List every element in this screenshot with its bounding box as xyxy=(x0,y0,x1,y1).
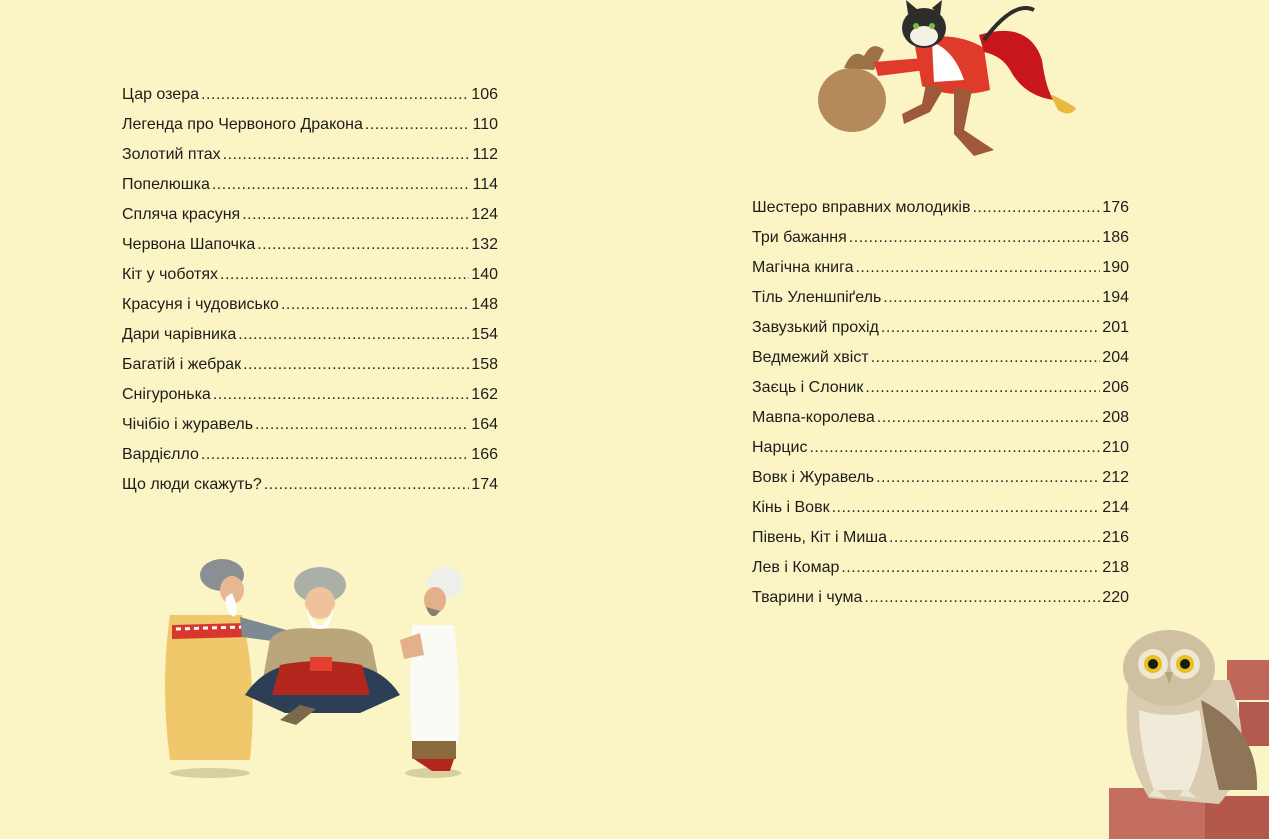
toc-entry xyxy=(752,345,1129,375)
dot-leader xyxy=(255,412,469,438)
toc-entry-page-number: 158 xyxy=(471,356,498,373)
toc-entry xyxy=(752,585,1129,615)
toc-entry xyxy=(122,232,498,262)
dot-leader xyxy=(841,555,1100,581)
toc-entry xyxy=(122,352,498,382)
toc-entry-title: Цар озера xyxy=(122,86,199,103)
dot-leader xyxy=(871,345,1101,371)
toc-entry-page-number: 204 xyxy=(1102,349,1129,366)
toc-entry-title: Магічна книга xyxy=(752,259,854,276)
dot-leader xyxy=(809,435,1100,461)
toc-entry-title: Шестеро вправних молодиків xyxy=(752,199,971,216)
toc-entry xyxy=(122,472,498,502)
toc-entry xyxy=(752,285,1129,315)
dot-leader xyxy=(242,202,469,228)
dot-leader xyxy=(877,405,1101,431)
toc-entry-page-number: 186 xyxy=(1102,229,1129,246)
toc-entry xyxy=(752,195,1129,225)
dot-leader xyxy=(264,472,470,498)
toc-entry-title: Легенда про Червоного Дракона xyxy=(122,116,363,133)
toc-entry-page-number: 210 xyxy=(1102,439,1129,456)
toc-entry-title: Кіт у чоботях xyxy=(122,266,219,283)
owl-illustration xyxy=(1109,620,1269,839)
toc-entry xyxy=(752,525,1129,555)
toc-entry-page-number: 124 xyxy=(471,206,498,223)
toc-entry-page-number: 132 xyxy=(471,236,498,253)
toc-entry-title: Лев і Комар xyxy=(752,559,840,576)
puss-in-boots-illustration xyxy=(814,0,1094,160)
toc-entry xyxy=(122,412,498,442)
dot-leader xyxy=(849,225,1101,251)
toc-entry-page-number: 174 xyxy=(471,476,498,493)
toc-entry-title: Що люди скажуть? xyxy=(122,476,262,493)
dot-leader xyxy=(889,525,1100,551)
dot-leader xyxy=(220,262,469,288)
toc-entry-title: Спляча красуня xyxy=(122,206,241,223)
dot-leader xyxy=(876,465,1100,491)
toc-entry-title: Ведмежий хвіст xyxy=(752,349,869,366)
dot-leader xyxy=(201,82,469,108)
toc-entry-page-number: 110 xyxy=(472,116,498,133)
toc-entry-title: Червона Шапочка xyxy=(122,236,256,253)
toc-entry xyxy=(122,322,498,352)
dot-leader xyxy=(257,232,469,258)
dot-leader xyxy=(881,315,1100,341)
toc-entry-title: Тіль Уленшпіґель xyxy=(752,289,882,306)
toc-entry-title: Заєць і Слоник xyxy=(752,379,864,396)
dot-leader xyxy=(212,172,471,198)
toc-entry-page-number: 148 xyxy=(471,296,498,313)
toc-entry xyxy=(122,382,498,412)
dot-leader xyxy=(972,195,1100,221)
toc-entry-title: Чічібіо і журавель xyxy=(122,416,254,433)
toc-entry-title: Три бажання xyxy=(752,229,847,246)
toc-entry-page-number: 112 xyxy=(472,146,498,163)
toc-entry-title: Вовк і Журавель xyxy=(752,469,875,486)
toc-entry-page-number: 106 xyxy=(471,86,498,103)
toc-entry xyxy=(122,142,498,172)
dot-leader xyxy=(864,585,1100,611)
dot-leader xyxy=(855,255,1100,281)
toc-entry-page-number: 201 xyxy=(1102,319,1129,336)
toc-entry-page-number: 194 xyxy=(1102,289,1129,306)
toc-entry xyxy=(122,292,498,322)
dot-leader xyxy=(883,285,1100,311)
toc-entry-page-number: 214 xyxy=(1102,499,1129,516)
toc-entry-page-number: 208 xyxy=(1102,409,1129,426)
toc-entry-page-number: 166 xyxy=(471,446,498,463)
toc-entry xyxy=(752,465,1129,495)
toc-list-left xyxy=(122,82,498,502)
right-page xyxy=(634,0,1269,839)
three-old-men-illustration xyxy=(150,545,470,780)
toc-entry xyxy=(122,172,498,202)
toc-entry-title: Нарцис xyxy=(752,439,808,456)
toc-entry xyxy=(752,555,1129,585)
toc-entry xyxy=(752,495,1129,525)
toc-entry-title: Красуня і чудовисько xyxy=(122,296,279,313)
dot-leader xyxy=(238,322,469,348)
toc-entry xyxy=(122,112,498,142)
dot-leader xyxy=(281,292,469,318)
toc-entry xyxy=(752,405,1129,435)
toc-entry xyxy=(122,82,498,112)
dot-leader xyxy=(223,142,471,168)
toc-entry-title: Вардієлло xyxy=(122,446,199,463)
dot-leader xyxy=(213,382,469,408)
toc-entry xyxy=(122,202,498,232)
toc-entry-title: Кінь і Вовк xyxy=(752,499,830,516)
toc-entry xyxy=(122,262,498,292)
toc-entry-page-number: 218 xyxy=(1102,559,1129,576)
toc-entry xyxy=(752,315,1129,345)
toc-entry-page-number: 114 xyxy=(472,176,498,193)
toc-entry-page-number: 220 xyxy=(1102,589,1129,606)
toc-entry xyxy=(752,435,1129,465)
toc-entry-title: Снігуронька xyxy=(122,386,211,403)
dot-leader xyxy=(832,495,1101,521)
toc-entry-page-number: 212 xyxy=(1102,469,1129,486)
toc-entry-page-number: 140 xyxy=(471,266,498,283)
left-page xyxy=(0,0,634,839)
toc-entry-page-number: 164 xyxy=(471,416,498,433)
toc-entry-page-number: 162 xyxy=(471,386,498,403)
dot-leader xyxy=(865,375,1100,401)
toc-entry-page-number: 190 xyxy=(1102,259,1129,276)
toc-entry-title: Дари чарівника xyxy=(122,326,237,343)
toc-entry-page-number: 216 xyxy=(1102,529,1129,546)
toc-entry-title: Півень, Кіт і Миша xyxy=(752,529,887,546)
toc-entry-page-number: 176 xyxy=(1102,199,1129,216)
toc-entry-title: Тварини і чума xyxy=(752,589,863,606)
toc-entry-title: Золотий птах xyxy=(122,146,221,163)
dot-leader xyxy=(201,442,469,468)
dot-leader xyxy=(365,112,471,138)
dot-leader xyxy=(243,352,469,378)
toc-entry-title: Завузький прохід xyxy=(752,319,879,336)
toc-entry-page-number: 154 xyxy=(471,326,498,343)
toc-entry xyxy=(752,255,1129,285)
toc-list-right xyxy=(752,195,1129,615)
toc-entry xyxy=(752,225,1129,255)
toc-entry xyxy=(752,375,1129,405)
toc-entry-title: Багатій і жебрак xyxy=(122,356,242,373)
toc-entry xyxy=(122,442,498,472)
toc-entry-title: Попелюшка xyxy=(122,176,210,193)
toc-entry-title: Мавпа-королева xyxy=(752,409,875,426)
toc-entry-page-number: 206 xyxy=(1102,379,1129,396)
